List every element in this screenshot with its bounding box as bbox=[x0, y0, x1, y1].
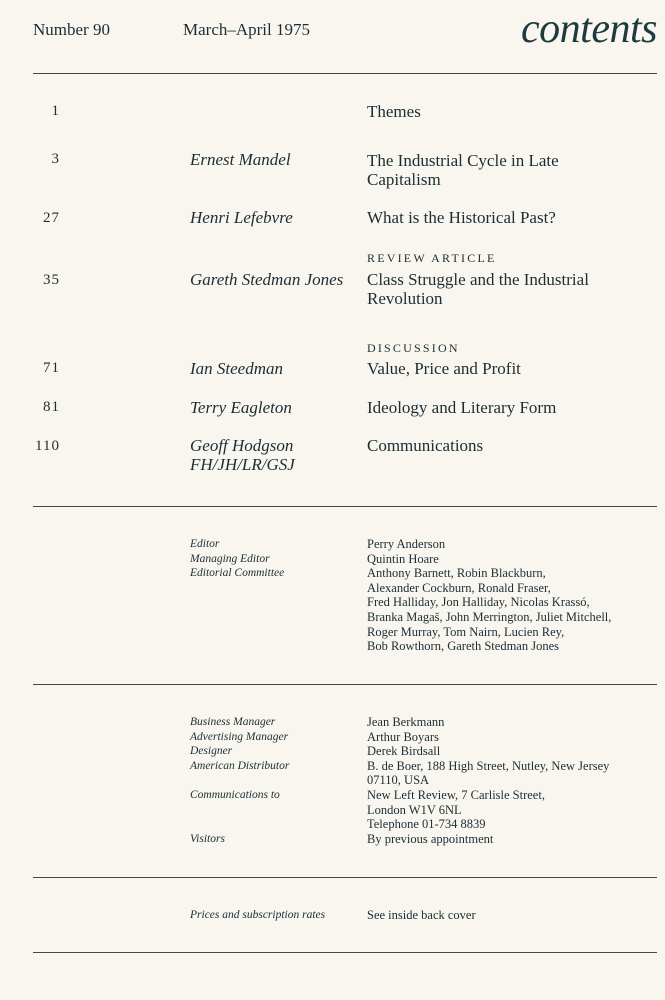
toc-author-line: Geoff Hodgson bbox=[190, 436, 294, 455]
toc-page-7: 110 bbox=[35, 438, 60, 454]
staff-label: Editorial Committee bbox=[190, 567, 285, 580]
business-label: Business Manager bbox=[190, 716, 276, 728]
prices-value: See inside back cover bbox=[367, 908, 476, 922]
business-value: New Left Review, 7 Carlisle Street, bbox=[367, 787, 545, 802]
business-value: London W1V 6NL bbox=[367, 802, 462, 817]
business-label: Visitors bbox=[190, 832, 225, 845]
staff-value: Branka Magaš, John Merrington, Juliet Mitchell, bbox=[367, 609, 612, 624]
business-value: 07110, USA bbox=[367, 773, 430, 788]
toc-title-4[interactable] bbox=[367, 270, 589, 308]
toc-title-line: Class Struggle and the Industrial bbox=[367, 270, 589, 289]
toc-title-7[interactable]: Communications bbox=[367, 436, 484, 455]
business-value: By previous appointment bbox=[367, 831, 494, 846]
staff-label: Editor bbox=[190, 538, 220, 550]
kicker-review-article: REVIEW ARTICLE bbox=[367, 251, 497, 265]
toc-title-line: Capitalism bbox=[367, 170, 441, 189]
staff-value: Bob Rowthorn, Gareth Stedman Jones bbox=[367, 639, 559, 654]
business-value: Telephone 01-734 8839 bbox=[367, 817, 486, 832]
toc-page-2: 3 bbox=[51, 151, 60, 167]
toc-title-3[interactable]: What is the Historical Past? bbox=[367, 208, 556, 227]
toc-page-4: 35 bbox=[43, 272, 60, 288]
business-value: Jean Berkmann bbox=[367, 715, 445, 729]
toc-author-3: Henri Lefebvre bbox=[190, 208, 293, 227]
staff-labels bbox=[190, 537, 284, 581]
toc-title-line: The Industrial Cycle in Late bbox=[367, 151, 559, 170]
staff-value: Fred Halliday, Jon Halliday, Nicolas Krassó, bbox=[367, 595, 590, 610]
divider bbox=[33, 506, 657, 507]
toc-page-1: 1 bbox=[51, 103, 60, 119]
staff-value: Anthony Barnett, Robin Blackburn, bbox=[367, 566, 546, 581]
prices-label: Prices and subscription rates bbox=[190, 909, 326, 921]
toc-author-5: Ian Steedman bbox=[190, 359, 284, 378]
toc-title-5[interactable]: Value, Price and Profit bbox=[367, 359, 521, 378]
business-labels bbox=[190, 715, 289, 846]
toc-page-3: 27 bbox=[43, 210, 60, 226]
toc-page-5: 71 bbox=[43, 360, 60, 376]
divider bbox=[33, 684, 657, 685]
toc-author-4: Gareth Stedman Jones bbox=[190, 270, 344, 289]
business-label: American Distributor bbox=[190, 759, 290, 772]
contents-logo: contents bbox=[521, 6, 657, 52]
divider bbox=[33, 877, 657, 878]
toc-title-1[interactable]: Themes bbox=[367, 102, 421, 121]
business-label bbox=[190, 817, 289, 832]
staff-value: Perry Anderson bbox=[367, 537, 446, 551]
staff-value: Quintin Hoare bbox=[367, 551, 439, 566]
toc-author-line: FH/JH/LR/GSJ bbox=[190, 455, 295, 474]
business-value: Arthur Boyars bbox=[367, 729, 439, 744]
business-label: Designer bbox=[190, 745, 233, 758]
business-label: Advertising Manager bbox=[190, 730, 289, 743]
toc-title-line: Revolution bbox=[367, 289, 443, 308]
business-label bbox=[190, 773, 289, 788]
issue-date: March–April 1975 bbox=[183, 20, 311, 39]
toc-author-7 bbox=[190, 436, 295, 474]
business-values bbox=[367, 715, 609, 846]
business-value: Derek Birdsall bbox=[367, 744, 441, 759]
staff-value: Roger Murray, Tom Nairn, Lucien Rey, bbox=[367, 624, 565, 639]
business-label: Communications to bbox=[190, 788, 280, 801]
issue-number: Number 90 bbox=[33, 20, 110, 39]
staff-label: Managing Editor bbox=[190, 552, 270, 565]
toc-author-2: Ernest Mandel bbox=[190, 150, 291, 169]
staff-value: Alexander Cockburn, Ronald Fraser, bbox=[367, 580, 551, 595]
toc-page-6: 81 bbox=[43, 399, 60, 415]
toc-title-2[interactable] bbox=[367, 151, 559, 189]
staff-values bbox=[367, 537, 611, 654]
divider bbox=[33, 952, 657, 953]
toc-author-6: Terry Eagleton bbox=[190, 398, 292, 417]
divider bbox=[33, 73, 657, 74]
kicker-discussion: DISCUSSION bbox=[367, 341, 460, 355]
business-label bbox=[190, 803, 289, 818]
business-value: B. de Boer, 188 High Street, Nutley, New Jersey bbox=[367, 758, 610, 773]
toc-title-6[interactable]: Ideology and Literary Form bbox=[367, 398, 557, 417]
